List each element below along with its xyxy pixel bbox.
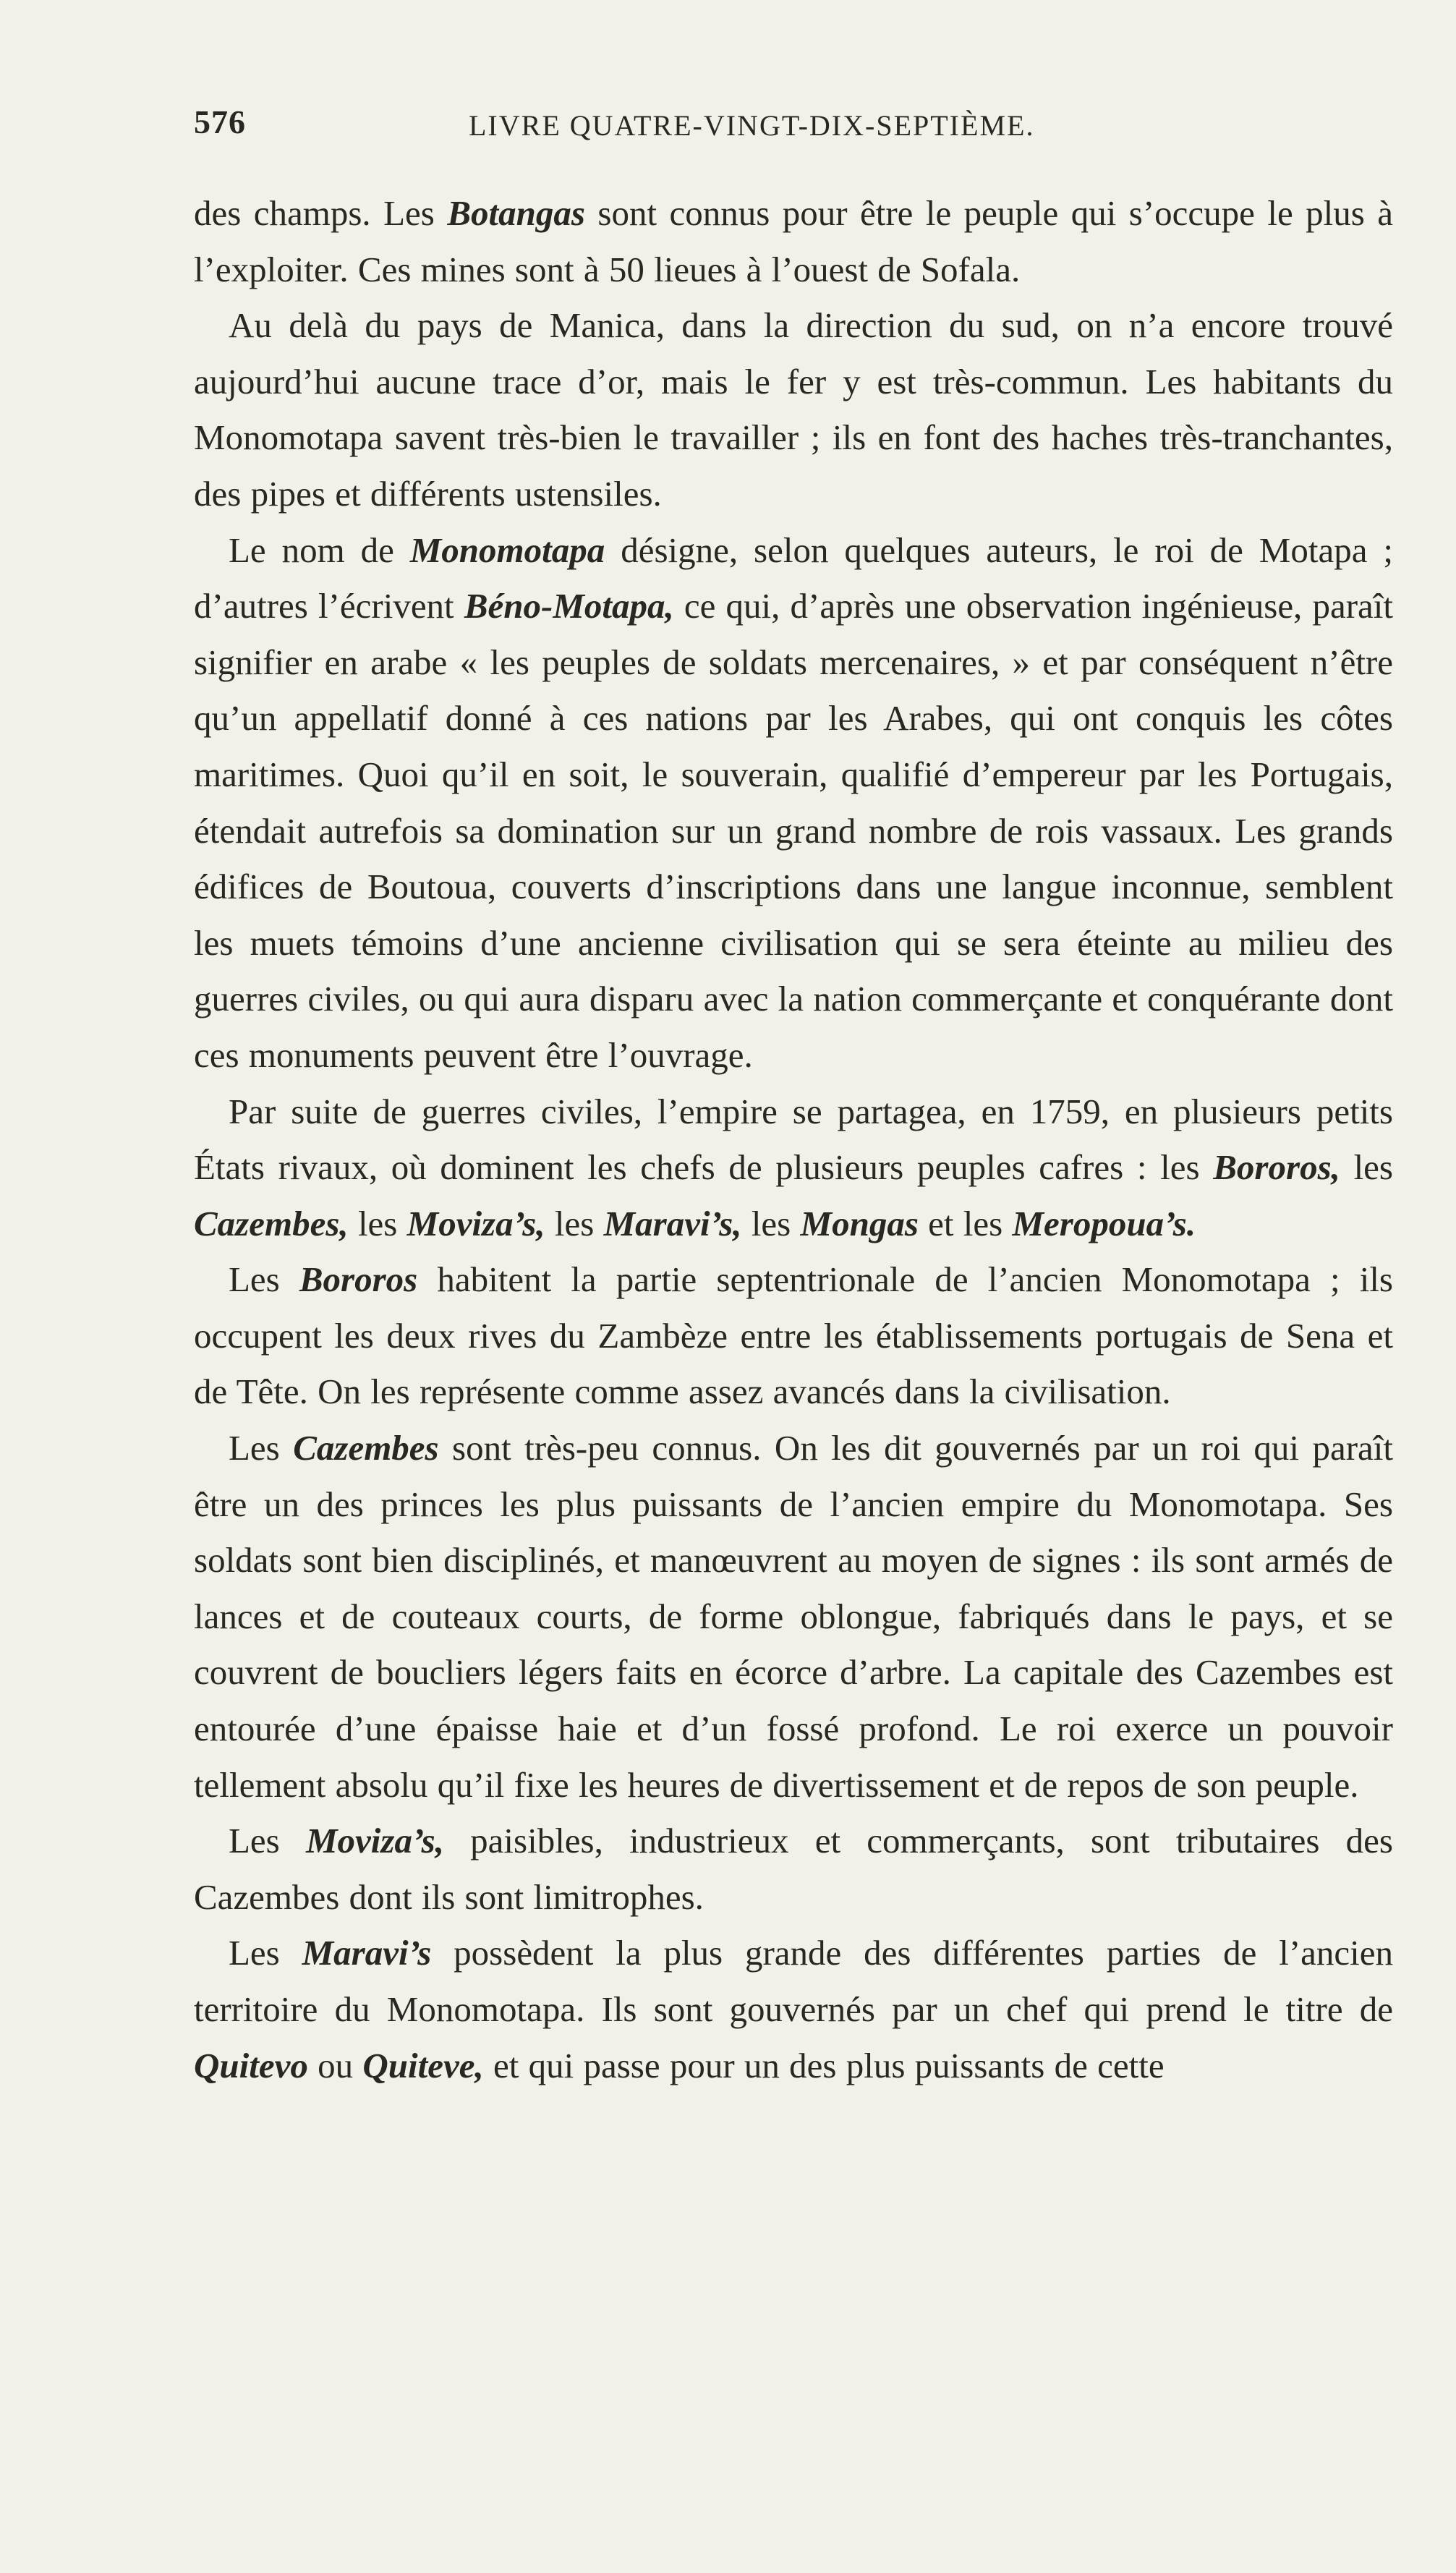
italic-term: Cazembes, — [194, 1203, 349, 1243]
text-run: et les — [918, 1203, 1013, 1243]
page-number: 576 — [194, 103, 246, 140]
paragraph — [194, 1925, 1393, 2093]
paragraph — [194, 522, 1393, 1084]
italic-term: Monomotapa — [409, 530, 605, 570]
text-run: Les — [229, 1821, 306, 1861]
text-run: sont connus pour être le peuple qui s’occupe le plus à l’exploiter. Ces mines sont à 50 lieues à l’ouest de Sofala. — [194, 193, 1393, 289]
body-text — [194, 185, 1393, 2093]
paragraph — [194, 185, 1393, 297]
text-run: les — [545, 1203, 604, 1243]
paragraph — [194, 1084, 1393, 1252]
italic-term: Maravi’s — [302, 1933, 432, 1973]
italic-term: Cazembes — [293, 1428, 439, 1468]
text-run: ce qui, d’après une observation ingénieuse, paraît signifier en arabe « les peuples de soldats mercenaires, » et par conséquent n’être qu’un appellatif donné à ces nations par les Arabes, qui ont conquis les côtes maritimes. Quoi qu’il en soit, le souverain, qualifié d’empereur par les Portugais, étendait autrefois sa domination sur un grand nombre de rois vassaux. Les grands édifices de Boutoua, couverts d’inscriptions dans une langue inconnue, semblent les muets témoins d’une ancienne civilisation qui se sera éteinte au milieu des guerres civiles, ou qui aura disparu avec la nation commerçante et conquérante dont ces monuments peuvent être l’ouvrage. — [194, 586, 1393, 1075]
text-run: Par suite de guerres civiles, l’empire se partagea, en 1759, en plusieurs petits États rivaux, où dominent les chefs de plusieurs peuples cafres : les — [194, 1091, 1393, 1188]
text-run: les — [741, 1203, 801, 1243]
italic-term: Quiteve, — [362, 2045, 484, 2085]
italic-term: Botangas — [447, 193, 585, 233]
text-run: Les — [229, 1259, 299, 1300]
text-run: sont très-peu connus. On les dit gouvernés par un roi qui paraît être un des princes les plus puissants de l’ancien empire du Monomotapa. Ses soldats sont bien disciplinés, et manœuvrent au moyen de signes : ils sont armés de lances et de couteaux courts, de forme oblongue, fabriqués dans le pays, et se couvrent de boucliers légers faits en écorce d’arbre. La capitale des Cazembes est entourée d’une épaisse haie et d’un fossé profond. Le roi exerce un pouvoir tellement absolu qu’il fixe les heures de divertissement et de repos de son peuple. — [194, 1428, 1393, 1805]
italic-term: Bororos, — [1213, 1147, 1340, 1188]
text-run: Les — [229, 1428, 294, 1468]
text-run: habitent la partie septentrionale de l’ancien Monomotapa ; ils occupent les deux rives du Zambèze entre les établissements portugais de Sena et de Tête. On les représente comme assez avancés dans la civilisation. — [194, 1259, 1393, 1412]
paragraph — [194, 1813, 1393, 1925]
italic-term: Quitevo — [194, 2045, 308, 2085]
text-run: les — [1340, 1147, 1393, 1188]
text-run: Au delà du pays de Manica, dans la direction du sud, on n’a encore trouvé aujourd’hui aucune trace d’or, mais le fer y est très-commun. Les habitants du Monomotapa savent très-bien le travailler ; ils en font des haches très-tranchantes, des pipes et différents ustensiles. — [194, 305, 1393, 514]
paragraph — [194, 1420, 1393, 1813]
italic-term: Bororos — [299, 1259, 418, 1300]
text-run: ou — [307, 2045, 363, 2085]
text-run: Le nom de — [229, 530, 410, 570]
paragraph — [194, 1251, 1393, 1420]
text-run: possèdent la plus grande des différentes parties de l’ancien territoire du Monomotapa. Ils sont gouvernés par un chef qui prend le titre de — [194, 1933, 1394, 2029]
italic-term: Béno-Motapa, — [464, 586, 674, 626]
text-run: des champs. Les — [194, 193, 448, 233]
text-run: paisibles, industrieux et commerçants, sont tributaires des Cazembes dont ils sont limitrophes. — [194, 1821, 1393, 1917]
text-run: et qui passe pour un des plus puissants de cette — [483, 2045, 1165, 2085]
italic-term: Mongas — [800, 1203, 919, 1243]
running-title: LIVRE QUATRE-VINGT-DIX-SEPTIÈME. — [469, 109, 1035, 142]
italic-term: Moviza’s, — [406, 1203, 545, 1243]
italic-term: Meropoua’s. — [1012, 1203, 1196, 1243]
italic-term: Moviza’s, — [305, 1821, 444, 1861]
paragraph — [194, 297, 1393, 522]
text-run: Les — [229, 1933, 302, 1973]
text-run: désigne, selon quelques auteurs, le roi de Motapa ; d’autres l’écrivent — [194, 530, 1393, 626]
text-run: les — [348, 1203, 407, 1243]
italic-term: Maravi’s, — [603, 1203, 742, 1243]
